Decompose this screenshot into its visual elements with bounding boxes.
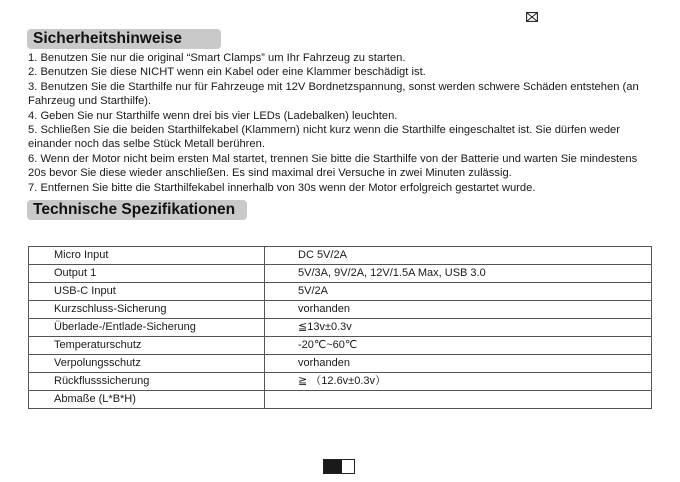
spec-value: 5V/3A, 9V/2A, 12V/1.5A Max, USB 3.0 <box>265 265 652 283</box>
safety-note: 5. Schließen Sie die beiden Starthilfekabel (Klammern) nicht kurz wenn die Starthilfe eingeschaltet ist. Sie dürfen weder einander noch das selbe Stück Metall berühren. <box>28 124 621 151</box>
spec-label: Output 1 <box>29 265 265 283</box>
spec-value: 5V/2A <box>265 283 652 301</box>
safety-heading: Sicherheitshinweise <box>27 29 221 49</box>
table-row <box>29 301 652 319</box>
table-row <box>29 319 652 337</box>
table-row <box>29 391 652 409</box>
spec-value: -20℃~60℃ <box>265 337 652 355</box>
spec-value: DC 5V/2A <box>265 247 652 265</box>
safety-note: 7. Entfernen Sie bitte die Starthilfekabel innerhalb von 30s wenn der Motor erfolgreich gestartet wurde. <box>28 181 536 194</box>
table-row <box>29 283 652 301</box>
safety-notes-list <box>28 51 658 195</box>
table-row <box>29 355 652 373</box>
page-marker-fill <box>324 460 342 473</box>
table-row <box>29 265 652 283</box>
spec-label: Abmaße (L*B*H) <box>29 391 265 409</box>
spec-label: Kurzschluss-Sicherung <box>29 301 265 319</box>
specs-table <box>28 246 652 409</box>
safety-note: 6. Wenn der Motor nicht beim ersten Mal startet, trennen Sie bitte die Starthilfe von der Batterie und warten Sie mindestens 20s bevor Sie diese wieder anschließen. Es sind maximal drei Versuche in zwei Minuten zulässig. <box>28 152 638 180</box>
spec-value: vorhanden <box>265 301 652 319</box>
safety-note: 4. Geben Sie nur Starthilfe wenn drei bis vier LEDs (Ladebalken) leuchten. <box>28 109 398 122</box>
spec-label: USB-C Input <box>29 283 265 301</box>
spec-label: Überlade-/Entlade-Sicherung <box>29 319 265 337</box>
spec-label: Verpolungsschutz <box>29 355 265 373</box>
safety-note: 2. Benutzen Sie diese NICHT wenn ein Kabel oder eine Klammer beschädigt ist. <box>28 66 426 79</box>
spec-value: vorhanden <box>265 355 652 373</box>
table-row <box>29 373 652 391</box>
table-row <box>29 247 652 265</box>
spec-label: Rückflusssicherung <box>29 373 265 391</box>
spec-value: ≦13v±0.3v <box>265 319 652 337</box>
spec-label: Micro Input <box>29 247 265 265</box>
specs-heading: Technische Spezifikationen <box>27 200 247 220</box>
table-row <box>29 337 652 355</box>
spec-value: ≧ （12.6v±0.3v） <box>265 373 652 391</box>
spec-label: Temperaturschutz <box>29 337 265 355</box>
spec-value <box>265 391 652 409</box>
safety-note: 1. Benutzen Sie nur die original “Smart Clamps” um Ihr Fahrzeug zu starten. <box>28 52 406 64</box>
safety-note: 3. Benutzen Sie die Starthilfe nur für Fahrzeuge mit 12V Bordnetzspannung, sonst werden schwere Schäden entstehen (an Fahrzeug und Starthilfe). <box>28 80 639 108</box>
envelope-icon <box>526 11 538 23</box>
page-marker <box>323 459 355 474</box>
